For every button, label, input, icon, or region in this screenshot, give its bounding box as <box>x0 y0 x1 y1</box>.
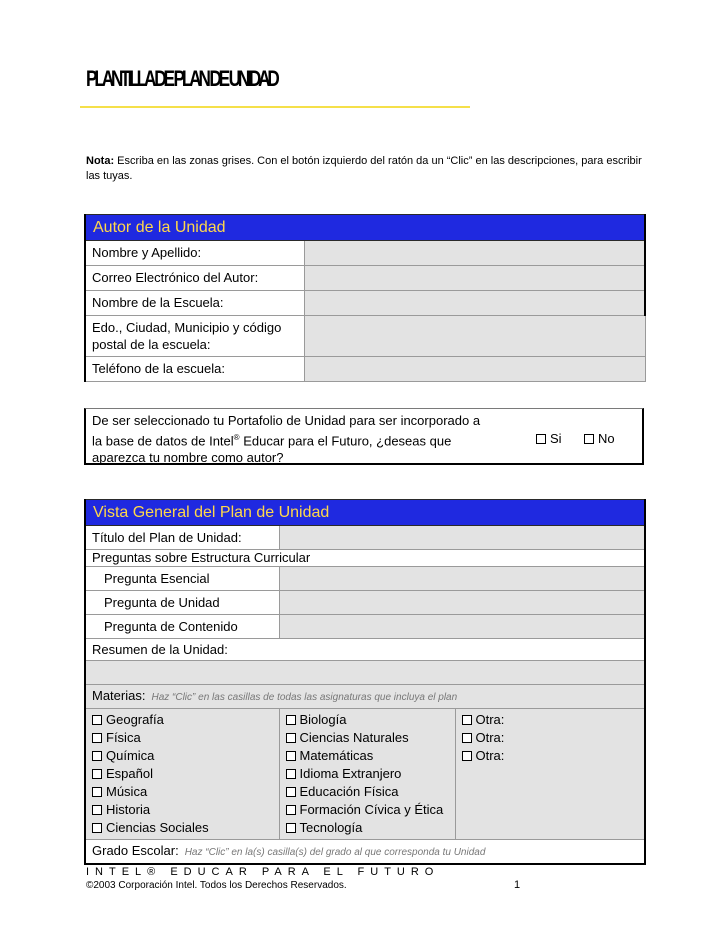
consent-no-option[interactable] <box>584 430 615 447</box>
summary-label: Resumen de la Unidad: <box>85 639 645 661</box>
unit-title-field[interactable] <box>279 526 645 550</box>
subject-espanol[interactable]: Español <box>92 765 273 783</box>
checkbox-icon[interactable] <box>92 733 102 743</box>
subject-educacion-fisica[interactable]: Educación Física <box>286 783 449 801</box>
footer-copyright: ©2003 Corporación Intel. Todos los Derechos Reservados. <box>86 880 347 891</box>
school-name-field[interactable] <box>304 291 645 316</box>
questions-header: Preguntas sobre Estructura Curricular <box>85 550 645 567</box>
checkbox-icon[interactable] <box>286 787 296 797</box>
consent-yes-label: Si <box>550 431 562 446</box>
subject-otra-1[interactable]: Otra: <box>462 711 639 729</box>
checkbox-icon[interactable] <box>462 733 472 743</box>
subjects-column-1 <box>85 709 279 840</box>
note-text: Escriba en las zonas grises. Con el botón izquierdo del ratón da un “Clic” en las descripciones, para escribir las tuyas. <box>86 155 642 182</box>
checkbox-icon[interactable] <box>462 715 472 725</box>
checkbox-icon[interactable] <box>92 769 102 779</box>
page-number: 1 <box>514 879 521 891</box>
subjects-column-3 <box>455 709 645 840</box>
essential-question-label: Pregunta Esencial <box>85 567 279 591</box>
checkbox-icon[interactable] <box>286 805 296 815</box>
note <box>86 154 646 184</box>
checkbox-icon[interactable] <box>92 805 102 815</box>
subject-biologia[interactable]: Biología <box>286 711 449 729</box>
checkbox-icon[interactable] <box>92 715 102 725</box>
author-header: Autor de la Unidad <box>85 215 645 241</box>
subject-historia[interactable]: Historia <box>92 801 273 819</box>
subject-quimica[interactable]: Química <box>92 747 273 765</box>
author-email-field[interactable] <box>304 266 645 291</box>
school-address-field[interactable] <box>304 316 645 357</box>
checkbox-icon[interactable] <box>92 787 102 797</box>
consent-line-2b: Educar para el Futuro, ¿deseas que <box>239 433 452 449</box>
checkbox-icon[interactable] <box>536 434 546 444</box>
footer-brand: INTEL® EDUCAR PARA EL FUTURO <box>86 866 440 878</box>
checkbox-icon[interactable] <box>584 434 594 444</box>
school-address-label: Edo., Ciudad, Municipio y código postal de la escuela: <box>85 316 304 357</box>
subject-ciencias-sociales[interactable]: Ciencias Sociales <box>92 819 273 837</box>
subject-otra-3[interactable]: Otra: <box>462 747 639 765</box>
content-question-label: Pregunta de Contenido <box>85 615 279 639</box>
school-name-label: Nombre de la Escuela: <box>85 291 304 316</box>
checkbox-icon[interactable] <box>92 823 102 833</box>
unit-title-label: Título del Plan de Unidad: <box>85 526 279 550</box>
subject-otra-2[interactable]: Otra: <box>462 729 639 747</box>
checkbox-icon[interactable] <box>286 733 296 743</box>
title-underline <box>80 106 470 108</box>
subjects-header <box>85 685 645 709</box>
document-title: PLANTILLA DE PLAN DE UNIDAD <box>86 66 277 91</box>
note-label: Nota: <box>86 155 115 167</box>
school-phone-field[interactable] <box>304 357 645 382</box>
subjects-hint: Haz “Clic” en las casillas de todas las asignaturas que incluya el plan <box>151 692 458 703</box>
summary-field[interactable] <box>85 661 645 685</box>
subject-geografia[interactable]: Geografía <box>92 711 273 729</box>
grade-label: Grado Escolar: <box>92 843 179 858</box>
checkbox-icon[interactable] <box>286 769 296 779</box>
content-question-field[interactable] <box>279 615 645 639</box>
checkbox-icon[interactable] <box>462 751 472 761</box>
author-name-label: Nombre y Apellido: <box>85 241 304 266</box>
checkbox-icon[interactable] <box>286 823 296 833</box>
checkbox-icon[interactable] <box>92 751 102 761</box>
checkbox-icon[interactable] <box>286 715 296 725</box>
consent-yes-option[interactable] <box>536 430 562 447</box>
consent-no-label: No <box>598 431 615 446</box>
school-phone-label: Teléfono de la escuela: <box>85 357 304 382</box>
subject-formacion-civica[interactable]: Formación Cívica y Ética <box>286 801 449 819</box>
checkbox-icon[interactable] <box>286 751 296 761</box>
author-table <box>84 214 646 382</box>
consent-box <box>84 408 644 465</box>
subject-matematicas[interactable]: Matemáticas <box>286 747 449 765</box>
subjects-column-2 <box>279 709 455 840</box>
grade-header <box>85 840 645 865</box>
grade-hint: Haz “Clic” en la(s) casilla(s) del grado al que corresponda tu Unidad <box>184 847 486 858</box>
unit-question-field[interactable] <box>279 591 645 615</box>
consent-line-2a: la base de datos de Intel <box>92 433 234 449</box>
consent-line-3: aparezca tu nombre como autor? <box>92 450 284 466</box>
essential-question-field[interactable] <box>279 567 645 591</box>
subjects-label: Materias: <box>92 688 146 703</box>
overview-header: Vista General del Plan de Unidad <box>85 500 645 526</box>
subject-idioma-extranjero[interactable]: Idioma Extranjero <box>286 765 449 783</box>
registered-mark: ® <box>233 433 240 442</box>
author-name-field[interactable] <box>304 241 645 266</box>
subject-tecnologia[interactable]: Tecnología <box>286 819 449 837</box>
subject-musica[interactable]: Música <box>92 783 273 801</box>
consent-line-1: De ser seleccionado tu Portafolio de Unidad para ser incorporado a <box>92 413 481 428</box>
subject-fisica[interactable]: Física <box>92 729 273 747</box>
author-email-label: Correo Electrónico del Autor: <box>85 266 304 291</box>
subject-ciencias-naturales[interactable]: Ciencias Naturales <box>286 729 449 747</box>
unit-question-label: Pregunta de Unidad <box>85 591 279 615</box>
overview-table <box>84 499 646 865</box>
